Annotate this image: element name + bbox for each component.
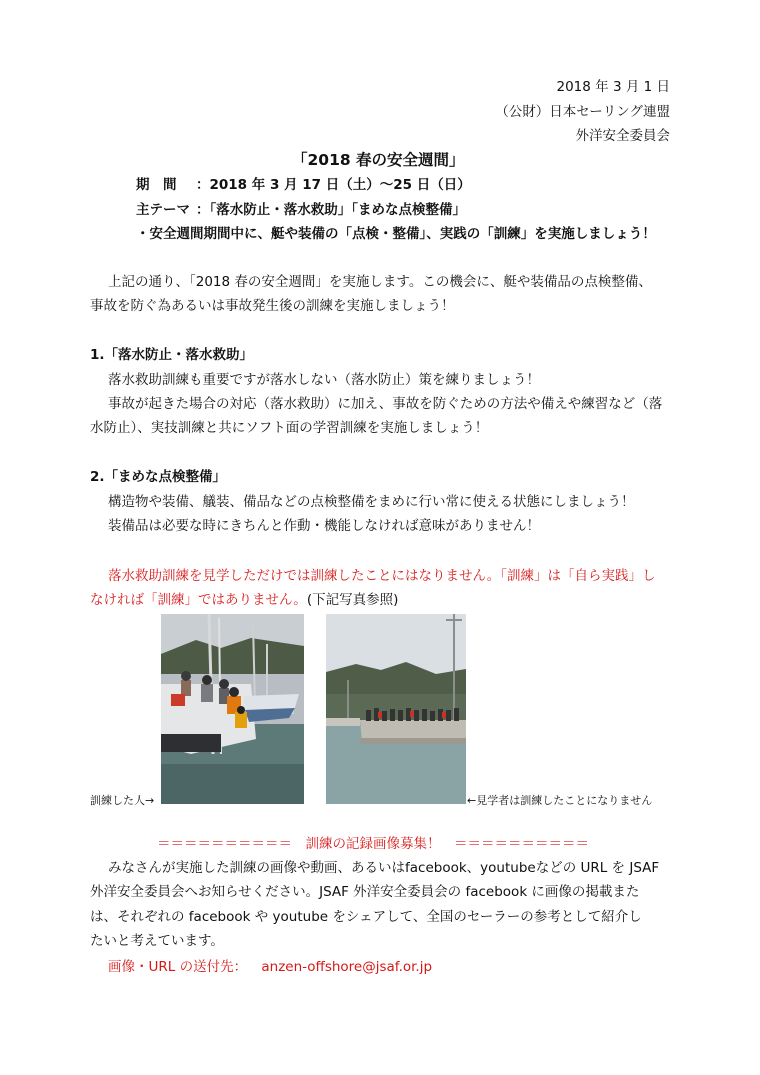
section1-line-3: 水防止）、実技訓練と共にソフト面の学習訓練を実施しましょう！	[90, 420, 489, 436]
warning-line-2-note: (下記写真参照)	[306, 592, 399, 608]
right-photo-caption: ←見学者は訓練したことになりません	[467, 794, 653, 807]
contact-email[interactable]: anzen-offshore@jsaf.or.jp	[261, 959, 433, 975]
recruit-heading: ＝＝＝＝＝＝＝＝＝＝ 訓練の記録画像募集！ ＝＝＝＝＝＝＝＝＝＝	[157, 836, 589, 852]
committee-name: 外洋安全委員会	[575, 128, 670, 144]
document-date: 2018 年 3 月 1 日	[556, 79, 670, 95]
training-photo	[161, 614, 304, 804]
theme-value: ：「落水防止・落水救助」「まめな点検整備」	[196, 202, 466, 218]
recruit-line-2: 外洋安全委員会へお知らせください。JSAF 外洋安全委員会の facebook に画像の掲載また	[90, 884, 640, 900]
spectators-photo	[326, 614, 466, 804]
left-photo-caption: 訓練した人→	[90, 794, 155, 807]
section2-heading: 2.「まめな点検整備」	[90, 469, 227, 485]
section1-heading: 1.「落水防止・落水救助」	[90, 347, 254, 363]
period-label: 期 間	[136, 177, 177, 193]
section1-line-1: 落水救助訓練も重要ですが落水しない（落水防止）策を練りましょう！	[108, 372, 540, 388]
section1-line-2: 事故が起きた場合の対応（落水救助）に加え、事故を防ぐための方法や備えや練習など（落	[108, 396, 663, 412]
period-value: ：2018 年 3 月 17 日（土）～25 日（日）	[196, 177, 471, 193]
bullet-note: ・安全週間期間中に、艇や装備の「点検・整備」、実践の「訓練」を実施しましょう！	[136, 226, 656, 242]
contact-label: 画像・URL の送付先：	[108, 959, 248, 975]
spectators-photo-illustration	[326, 614, 466, 804]
warning-line-2	[90, 588, 398, 612]
page-title: 「2018 春の安全週間」	[292, 151, 465, 169]
contact-line	[108, 955, 432, 979]
recruit-line-4: たいと考えています。	[90, 933, 224, 949]
section2-line-1: 構造物や装備、艤装、備品などの点検整備をまめに行い常に使える状態にしましょう！	[108, 494, 635, 510]
recruit-line-1: みなさんが実施した訓練の画像や動画、あるいはfacebook、youtubeなどの URL を JSAF	[108, 860, 660, 876]
training-photo-illustration	[161, 614, 304, 804]
section2-line-2: 装備品は必要な時にきちんと作動・機能しなければ意味がありません！	[108, 518, 540, 534]
intro-line-2: 事故を防ぐ為あるいは事故発生後の訓練を実施しましょう！	[90, 298, 455, 314]
organization-name: （公財）日本セーリング連盟	[495, 104, 670, 120]
warning-line-2-red: なければ「訓練」ではありません。	[90, 592, 307, 608]
warning-line-1: 落水救助訓練を見学しただけでは訓練したことにはなりません。「訓練」は「自ら実践」し	[108, 568, 656, 584]
theme-label: 主テーマ	[136, 202, 190, 218]
recruit-line-3: は、それぞれの facebook や youtube をシェアして、全国のセーラーの参考として紹介し	[90, 909, 642, 925]
intro-line-1: 上記の通り、「2018 春の安全週間」を実施します。この機会に、艇や装備品の点検整備、	[108, 274, 652, 290]
